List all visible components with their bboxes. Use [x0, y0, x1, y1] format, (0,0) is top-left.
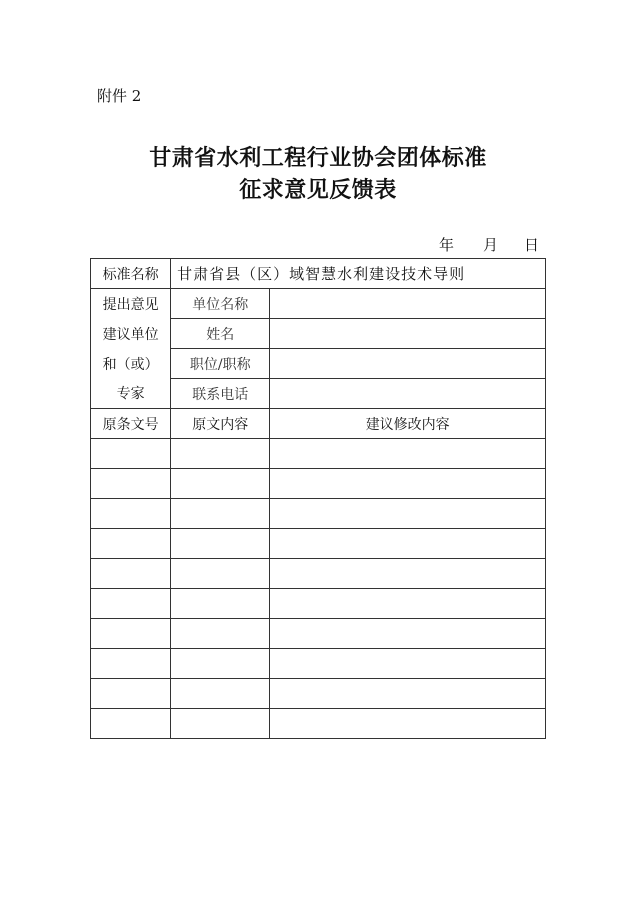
person-name-field[interactable] — [270, 319, 546, 349]
unit-name-label: 单位名称 — [171, 289, 270, 319]
clause-number-cell[interactable] — [91, 679, 171, 709]
standard-name-value: 甘肃省县（区）域智慧水利建设技术导则 — [171, 259, 546, 289]
proposer-label-line: 提出意见 — [91, 289, 171, 319]
table-row — [91, 709, 546, 739]
proposer-row — [91, 319, 546, 349]
proposer-label-line: 专家 — [91, 379, 171, 409]
date-month-label: 月 — [483, 236, 499, 254]
suggestion-cell[interactable] — [270, 529, 546, 559]
original-text-cell[interactable] — [171, 439, 270, 469]
standard-name-label: 标准名称 — [91, 259, 171, 289]
suggestion-cell[interactable] — [270, 619, 546, 649]
original-text-cell[interactable] — [171, 649, 270, 679]
clause-number-cell[interactable] — [91, 439, 171, 469]
suggestion-cell[interactable] — [270, 469, 546, 499]
proposer-label-line: 和（或） — [91, 349, 171, 379]
document-subtitle: 征求意见反馈表 — [239, 177, 397, 203]
person-name-label: 姓名 — [171, 319, 270, 349]
date-day-label: 日 — [524, 236, 540, 254]
phone-label: 联系电话 — [171, 379, 270, 409]
suggestion-cell[interactable] — [270, 589, 546, 619]
suggestion-cell[interactable] — [270, 649, 546, 679]
table-row — [91, 499, 546, 529]
clause-number-cell[interactable] — [91, 649, 171, 679]
standard-name-row — [91, 259, 546, 289]
column-header-suggestion: 建议修改内容 — [270, 409, 546, 439]
proposer-row — [91, 349, 546, 379]
original-text-cell[interactable] — [171, 559, 270, 589]
clause-number-cell[interactable] — [91, 469, 171, 499]
column-header-original-text: 原文内容 — [171, 409, 270, 439]
date-year-label: 年 — [439, 236, 455, 254]
suggestion-cell[interactable] — [270, 499, 546, 529]
original-text-cell[interactable] — [171, 589, 270, 619]
proposer-label-line: 建议单位 — [91, 319, 171, 349]
table-row — [91, 589, 546, 619]
table-row — [91, 439, 546, 469]
proposer-row — [91, 379, 546, 409]
position-title-label: 职位/职称 — [171, 349, 270, 379]
original-text-cell[interactable] — [171, 469, 270, 499]
table-row — [91, 559, 546, 589]
feedback-form-table — [90, 258, 546, 739]
clause-number-cell[interactable] — [91, 589, 171, 619]
column-header-row — [91, 409, 546, 439]
table-row — [91, 469, 546, 499]
suggestion-cell[interactable] — [270, 439, 546, 469]
clause-number-cell[interactable] — [91, 559, 171, 589]
proposer-row — [91, 289, 546, 319]
phone-field[interactable] — [270, 379, 546, 409]
clause-number-cell[interactable] — [91, 499, 171, 529]
original-text-cell[interactable] — [171, 529, 270, 559]
original-text-cell[interactable] — [171, 679, 270, 709]
suggestion-cell[interactable] — [270, 709, 546, 739]
table-row — [91, 649, 546, 679]
original-text-cell[interactable] — [171, 619, 270, 649]
suggestion-cell[interactable] — [270, 679, 546, 709]
table-row — [91, 619, 546, 649]
document-title: 甘肃省水利工程行业协会团体标准 — [149, 145, 487, 171]
column-header-clause-number: 原条文号 — [91, 409, 171, 439]
table-row — [91, 679, 546, 709]
attachment-label: 附件 2 — [97, 87, 142, 105]
clause-number-cell[interactable] — [91, 619, 171, 649]
unit-name-field[interactable] — [270, 289, 546, 319]
suggestion-cell[interactable] — [270, 559, 546, 589]
position-title-field[interactable] — [270, 349, 546, 379]
original-text-cell[interactable] — [171, 709, 270, 739]
table-row — [91, 529, 546, 559]
clause-number-cell[interactable] — [91, 709, 171, 739]
original-text-cell[interactable] — [171, 499, 270, 529]
clause-number-cell[interactable] — [91, 529, 171, 559]
